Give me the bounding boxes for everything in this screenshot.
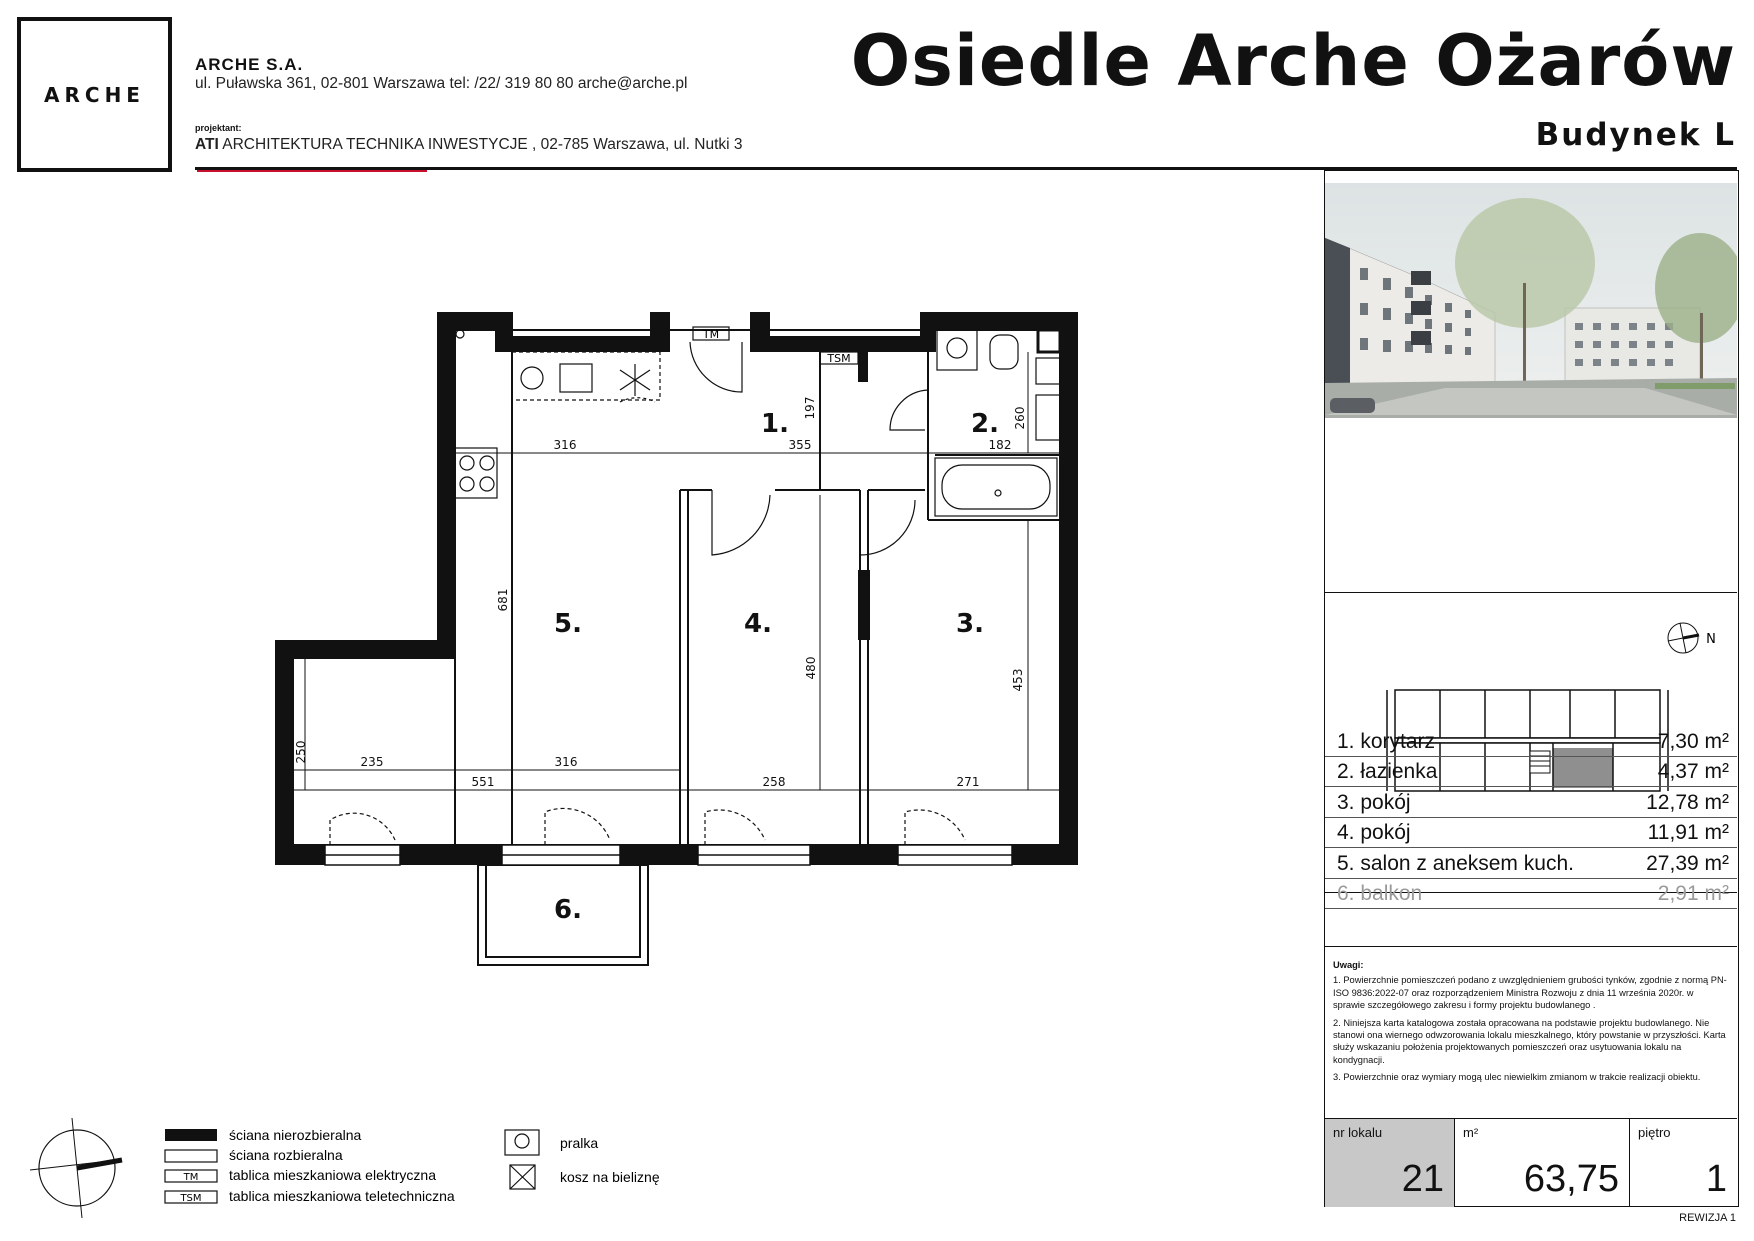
room-area: 2,91 m² (1657, 882, 1729, 905)
room-label-2: 2. (971, 409, 999, 439)
dim-label: 551 (471, 775, 495, 789)
dim-label: 681 (496, 588, 510, 612)
legend (165, 1127, 660, 1204)
designer-label: projektant: (195, 123, 242, 133)
legend-item: ściana rozbieralna (229, 1147, 343, 1163)
dim-label: 258 (762, 775, 786, 789)
note-item: 2. Niniejsza karta katalogowa została opracowana na podstawie projektu budowlanego. Nie stanowi ona wiernego odwzorowania lokalu mieszkalnego, który powstanie w przyszłości. Karta służy wskazaniu położenia projektowanych pomieszczeń oraz usytuowania lokalu na kondygnacji. (1333, 1017, 1726, 1065)
info-panel (1324, 170, 1739, 1207)
room-name: 1. korytarz (1337, 730, 1436, 753)
room-area: 12,78 m² (1646, 791, 1729, 814)
legend-item: tablica mieszkaniowa teletechniczna (229, 1188, 455, 1204)
room-label-3: 3. (956, 609, 984, 639)
legend-item: tablica mieszkaniowa elektryczna (229, 1167, 436, 1183)
notes-section (1325, 946, 1737, 1118)
legend-item: ściana nierozbieralna (229, 1127, 362, 1143)
room-name: 5. salon z aneksem kuch. (1337, 852, 1574, 875)
note-item: 1. Powierzchnie pomieszczeń podano z uwzględnieniem grubości tynków, zgodnie z normą PN-ISO 9836:2022-07 oraz rozporządzeniem Ministra Rozwoju z dnia 11 września 2020r. w sprawie szczegółowego zakresu i formy projektu budowlanego . (1333, 975, 1727, 1011)
room-label-1: 1. (761, 409, 789, 439)
unit-floor-label: piętro (1638, 1125, 1671, 1140)
laundry-basket-icon (510, 1165, 535, 1189)
kitchen-fixtures (455, 330, 660, 498)
building-render (1325, 183, 1737, 593)
room-row (1325, 848, 1737, 879)
designer-details: ARCHITEKTURA TECHNIKA INWESTYCJE , 02-785 Warszawa, ul. Nutki 3 (218, 136, 743, 153)
room-row (1325, 817, 1737, 848)
tsm-tag: TSM (827, 352, 851, 365)
room-name: 6. balkon (1337, 882, 1423, 905)
legend-symbol: pralka (560, 1135, 599, 1151)
tm-tag: TM (702, 328, 720, 341)
room-area: 27,39 m² (1646, 852, 1729, 875)
dim-label: 197 (803, 396, 817, 420)
note-item: 3. Powierzchnie oraz wymiary mogą ulec niewielkim zmianom w trakcie realizacji obiektu. (1333, 1072, 1701, 1083)
room-area: 11,91 m² (1647, 821, 1729, 844)
room-label-5: 5. (554, 609, 582, 639)
unit-floor: 1 (1705, 1158, 1727, 1200)
company-address: ul. Puławska 361, 02-801 Warszawa tel: /22/ 319 80 80 arche@arche.pl (195, 75, 688, 92)
dim-label: 316 (553, 438, 577, 452)
dim-label: 271 (956, 775, 980, 789)
building-render-image (1325, 183, 1737, 593)
building-title: Budynek L (1535, 117, 1736, 153)
washing-machine-icon (505, 1130, 539, 1155)
unit-area-cell (1455, 1119, 1630, 1207)
dim-label: 235 (360, 755, 384, 769)
north-arrow-icon (1668, 623, 1716, 653)
notes-title: Uwagi: (1333, 960, 1364, 970)
unit-number-label: nr lokalu (1333, 1125, 1383, 1140)
unit-number-cell (1325, 1119, 1455, 1207)
dim-label: 453 (1011, 668, 1025, 692)
unit-floor-cell (1630, 1119, 1737, 1207)
unit-number: 21 (1401, 1158, 1444, 1200)
room-row (1325, 878, 1737, 909)
room-row (1325, 756, 1737, 787)
room-name: 3. pokój (1337, 791, 1411, 814)
room-row (1325, 726, 1737, 757)
unit-summary (1325, 1118, 1737, 1206)
room-row (1325, 787, 1737, 818)
dim-label: 260 (1013, 406, 1027, 430)
legend-tsm-tag: TSM (180, 1193, 202, 1204)
project-title: Osiedle Arche Ożarów (850, 20, 1736, 102)
legend-symbol: kosz na bieliznę (560, 1169, 660, 1185)
dim-label: 480 (804, 656, 818, 680)
dim-label: 250 (294, 740, 308, 764)
dim-label: 182 (988, 438, 1012, 452)
partition-walls (293, 330, 1060, 845)
company-name: ARCHE S.A. (195, 55, 304, 74)
room-name: 4. pokój (1337, 821, 1411, 844)
revision-label: REWIZJA 1 (1679, 1212, 1736, 1224)
north-letter: N (1706, 632, 1716, 647)
dim-label: 355 (788, 438, 812, 452)
legend-tm-tag: TM (183, 1172, 199, 1183)
designer-abbr: ATI (195, 136, 219, 153)
dimension-lines (293, 352, 1060, 790)
logo-text: ARCHE (44, 82, 145, 107)
dim-label: 316 (554, 755, 578, 769)
unit-area-label: m² (1463, 1125, 1479, 1140)
compass-icon (30, 1118, 122, 1218)
room-area: 4,37 m² (1657, 760, 1729, 783)
unit-area: 63,75 (1523, 1158, 1619, 1200)
room-label-6: 6. (554, 895, 582, 925)
room-area: 7,30 m² (1657, 730, 1729, 753)
room-name: 2. łazienka (1337, 760, 1438, 783)
room-label-4: 4. (744, 609, 772, 639)
